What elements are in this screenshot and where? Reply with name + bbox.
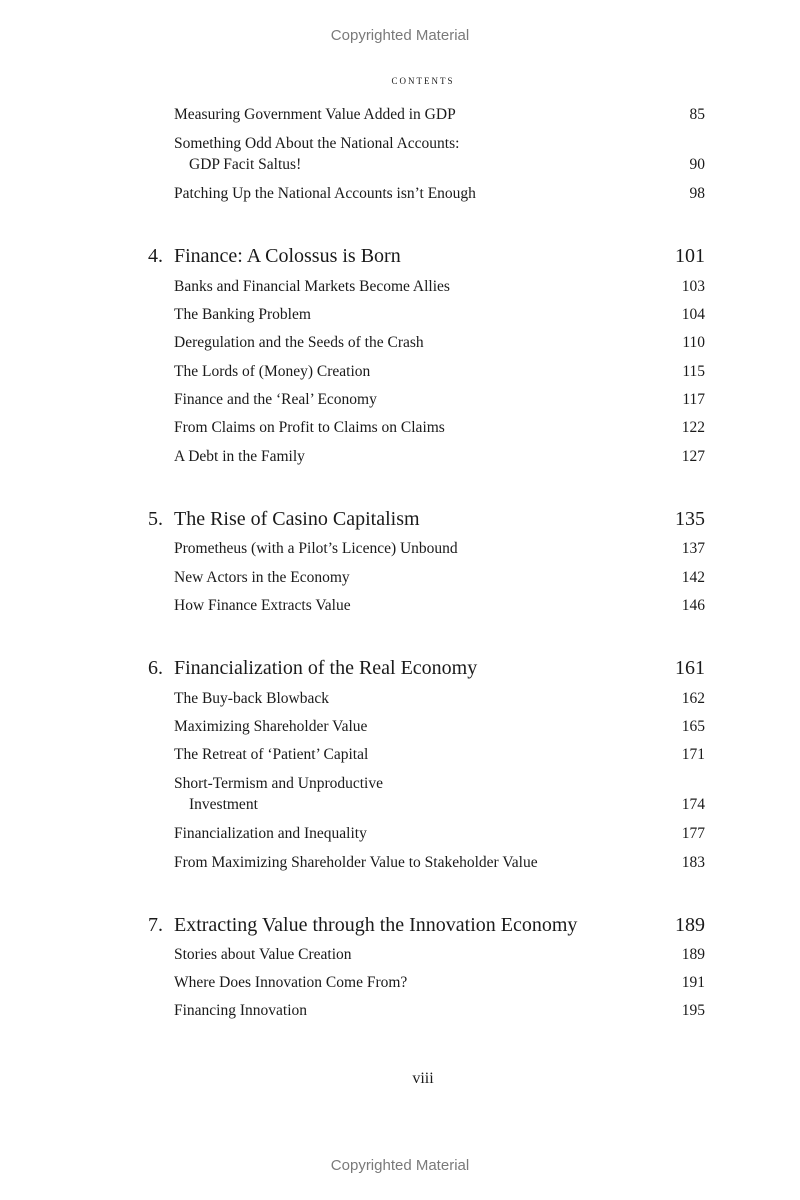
entry-page: 165 bbox=[681, 718, 705, 735]
entry-page: 137 bbox=[681, 540, 705, 557]
entry-page: 162 bbox=[681, 690, 705, 707]
chapter-page: 135 bbox=[675, 508, 705, 530]
entry-page: 110 bbox=[682, 334, 705, 351]
toc-entry[interactable] bbox=[174, 446, 705, 467]
entry-page: 174 bbox=[681, 796, 705, 813]
page-heading: contents bbox=[391, 72, 455, 87]
entry-page: 191 bbox=[681, 974, 705, 991]
chapter-page: 161 bbox=[675, 657, 705, 679]
toc-entry[interactable] bbox=[174, 183, 705, 204]
entry-title: Banks and Financial Markets Become Allies bbox=[174, 278, 450, 295]
entry-title-continued: Investment bbox=[189, 796, 258, 813]
entry-title: Maximizing Shareholder Value bbox=[174, 718, 368, 735]
toc-entry[interactable] bbox=[174, 716, 705, 737]
entry-page: 171 bbox=[681, 746, 705, 763]
entry-title: Stories about Value Creation bbox=[174, 946, 352, 963]
chapter-heading[interactable] bbox=[148, 655, 705, 681]
page-number: viii bbox=[412, 1070, 434, 1087]
copyright-watermark-bottom: Copyrighted Material bbox=[330, 1157, 470, 1174]
chapter-title: Extracting Value through the Innovation Economy bbox=[174, 914, 578, 936]
toc-entry[interactable] bbox=[174, 744, 705, 765]
chapter-number: 7. bbox=[148, 914, 163, 936]
entry-title: The Retreat of ‘Patient’ Capital bbox=[174, 746, 369, 763]
entry-page: 183 bbox=[681, 854, 705, 871]
toc-entry[interactable] bbox=[174, 595, 705, 616]
toc-entry[interactable] bbox=[174, 389, 705, 410]
entry-title: The Banking Problem bbox=[174, 306, 311, 323]
entry-page: 142 bbox=[681, 569, 705, 586]
entry-page: 90 bbox=[689, 156, 705, 173]
entry-title: Something Odd About the National Accounts: bbox=[174, 135, 460, 152]
entry-page: 146 bbox=[681, 597, 705, 614]
entry-title: Deregulation and the Seeds of the Crash bbox=[174, 334, 424, 351]
entry-title: Measuring Government Value Added in GDP bbox=[174, 106, 456, 123]
entry-page: 85 bbox=[689, 106, 705, 123]
chapter-number: 4. bbox=[148, 245, 163, 267]
toc-entry[interactable] bbox=[174, 276, 705, 297]
entry-title: Financing Innovation bbox=[174, 1002, 308, 1019]
toc-entry[interactable] bbox=[174, 361, 705, 382]
toc-entry[interactable] bbox=[174, 944, 705, 965]
toc-entry[interactable] bbox=[174, 133, 705, 175]
entry-page: 98 bbox=[689, 185, 705, 202]
entry-title: The Buy-back Blowback bbox=[174, 690, 329, 707]
toc-entry[interactable] bbox=[174, 332, 705, 353]
toc-entry[interactable] bbox=[174, 1000, 705, 1021]
entry-title: Patching Up the National Accounts isn’t Enough bbox=[174, 185, 476, 202]
chapter-title: The Rise of Casino Capitalism bbox=[174, 508, 420, 530]
entry-title: Finance and the ‘Real’ Economy bbox=[174, 391, 377, 408]
entry-page: 104 bbox=[681, 306, 705, 323]
chapter-page: 101 bbox=[675, 245, 705, 267]
toc-entry[interactable] bbox=[174, 567, 705, 588]
toc-entry[interactable] bbox=[174, 823, 705, 844]
toc-entry[interactable] bbox=[174, 972, 705, 993]
entry-title: Short-Termism and Unproductive bbox=[174, 775, 383, 792]
chapter-heading[interactable] bbox=[148, 912, 705, 938]
entry-page: 103 bbox=[681, 278, 705, 295]
copyright-watermark-top: Copyrighted Material bbox=[330, 27, 470, 44]
entry-page: 117 bbox=[682, 391, 705, 408]
toc-entry[interactable] bbox=[174, 104, 705, 125]
entry-title: New Actors in the Economy bbox=[174, 569, 350, 586]
entry-title: Financialization and Inequality bbox=[174, 825, 367, 842]
chapter-page: 189 bbox=[675, 914, 705, 936]
chapter-heading[interactable] bbox=[148, 506, 705, 532]
entry-page: 189 bbox=[681, 946, 705, 963]
chapter-title: Finance: A Colossus is Born bbox=[174, 245, 401, 267]
entry-title-continued: GDP Facit Saltus! bbox=[189, 156, 302, 173]
entry-title: Where Does Innovation Come From? bbox=[174, 974, 408, 991]
entry-page: 115 bbox=[682, 363, 705, 380]
entry-title: How Finance Extracts Value bbox=[174, 597, 351, 614]
toc-entry[interactable] bbox=[174, 417, 705, 438]
entry-page: 122 bbox=[681, 419, 705, 436]
toc-entry[interactable] bbox=[174, 538, 705, 559]
entry-page: 195 bbox=[681, 1002, 705, 1019]
chapter-title: Financialization of the Real Economy bbox=[174, 657, 478, 679]
toc-entry[interactable] bbox=[174, 773, 705, 815]
chapter-number: 5. bbox=[148, 508, 163, 530]
toc-entry[interactable] bbox=[174, 304, 705, 325]
entry-title: From Maximizing Shareholder Value to Stakeholder Value bbox=[174, 854, 538, 871]
entry-title: From Claims on Profit to Claims on Claims bbox=[174, 419, 445, 436]
toc-entry[interactable] bbox=[174, 688, 705, 709]
entry-title: A Debt in the Family bbox=[174, 448, 305, 465]
entry-page: 177 bbox=[681, 825, 705, 842]
toc-entry[interactable] bbox=[174, 852, 705, 873]
entry-title: The Lords of (Money) Creation bbox=[174, 363, 371, 380]
chapter-number: 6. bbox=[148, 657, 163, 679]
entry-title: Prometheus (with a Pilot’s Licence) Unbound bbox=[174, 540, 458, 557]
chapter-heading[interactable] bbox=[148, 243, 705, 269]
entry-page: 127 bbox=[681, 448, 705, 465]
